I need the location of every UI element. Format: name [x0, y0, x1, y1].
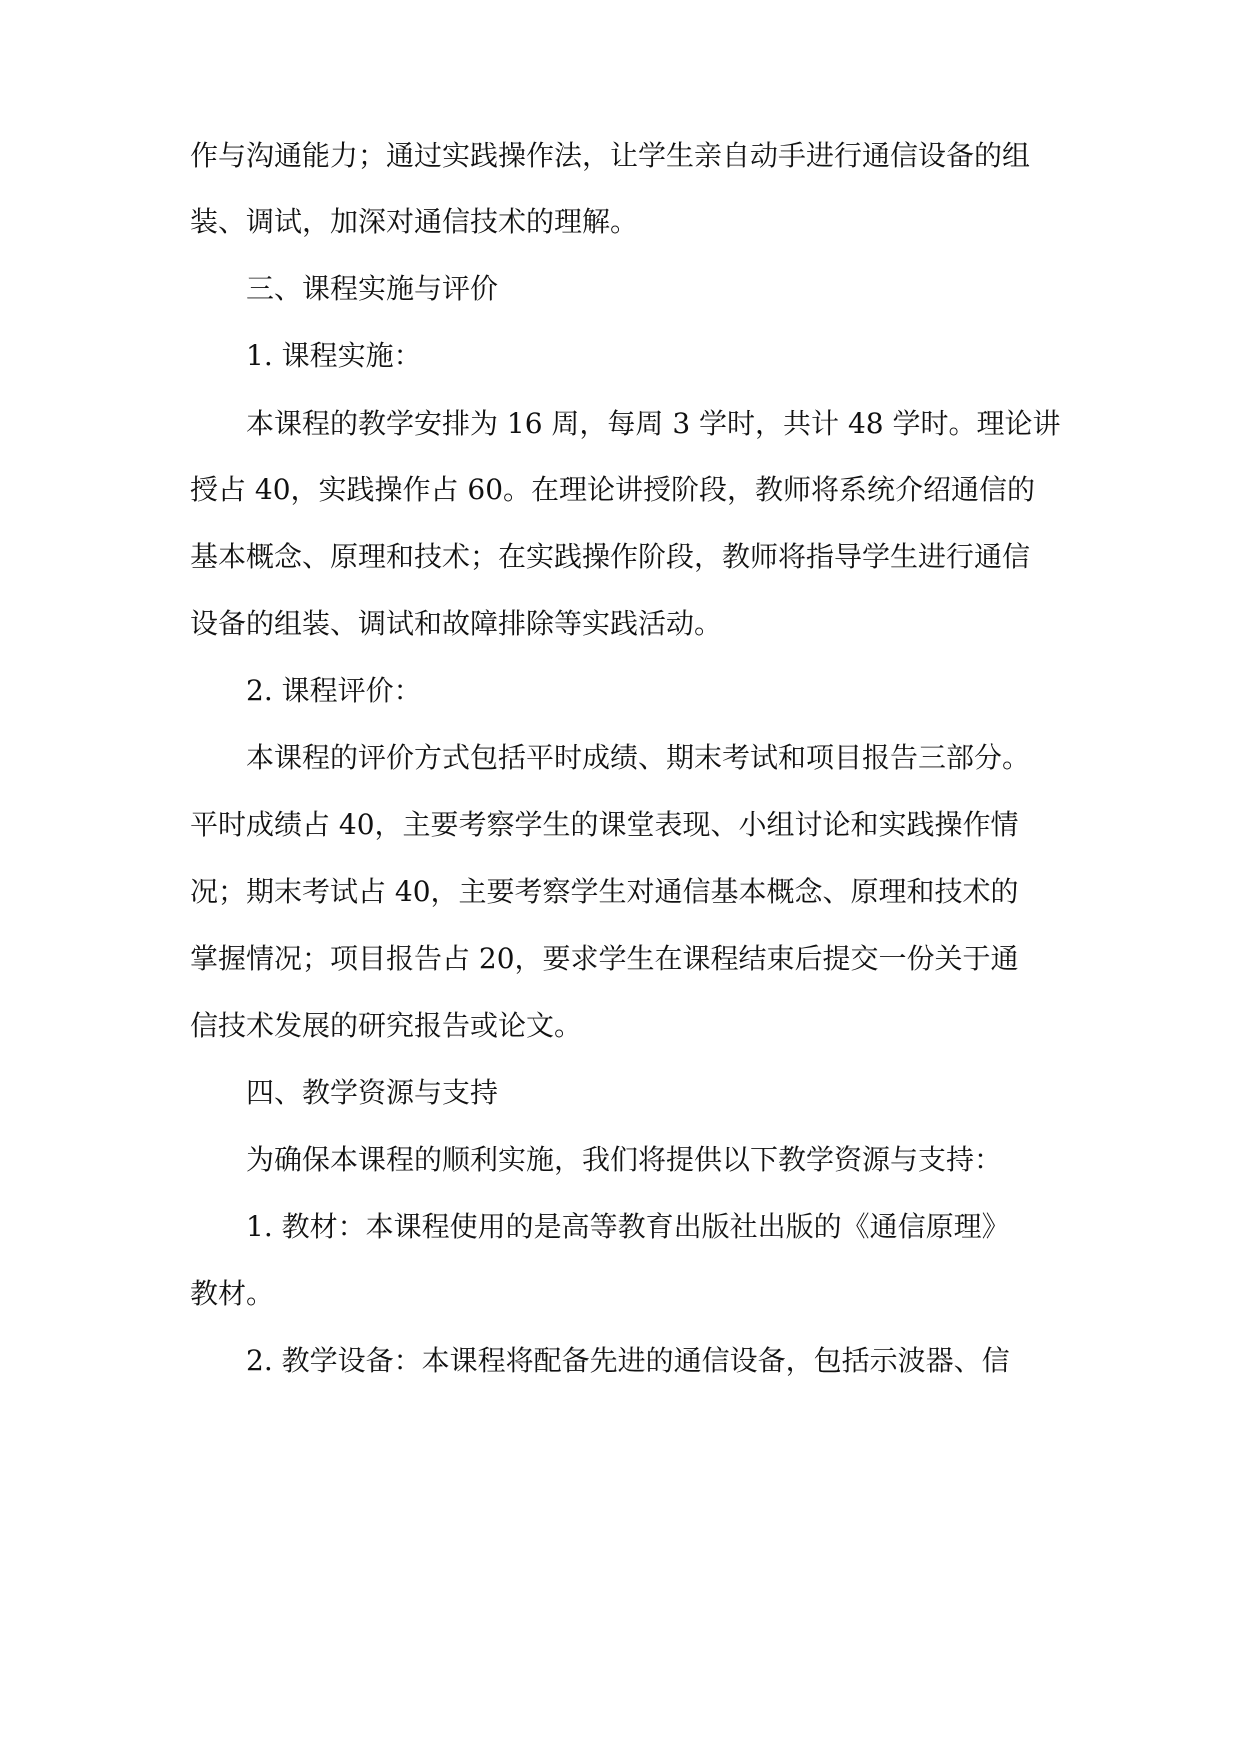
subsection-heading-course-evaluation: 2. 课程评价： [246, 674, 422, 707]
section-heading-4: 四、教学资源与支持 [246, 1076, 499, 1109]
paragraph-line-6: 授占 40，实践操作占 60。在理论讲授阶段，教师将系统介绍通信的 [190, 473, 1036, 506]
paragraph-line-10: 本课程的评价方式包括平时成绩、期末考试和项目报告三部分。 [246, 741, 1031, 774]
paragraph-line-16: 为确保本课程的顺利实施，我们将提供以下教学资源与支持： [246, 1143, 1003, 1176]
paragraph-line-1: 作与沟通能力；通过实践操作法，让学生亲自动手进行通信设备的组 [190, 139, 1031, 172]
list-item-textbook: 1. 教材：本课程使用的是高等教育出版社出版的《通信原理》 [246, 1210, 1010, 1243]
paragraph-line-18: 教材。 [190, 1277, 275, 1310]
paragraph-line-5: 本课程的教学安排为 16 周，每周 3 学时，共计 48 学时。理论讲 [246, 407, 1061, 440]
paragraph-line-2: 装、调试，加深对通信技术的理解。 [190, 205, 639, 238]
section-heading-3: 三、课程实施与评价 [246, 272, 499, 305]
paragraph-line-12: 况；期末考试占 40，主要考察学生对通信基本概念、原理和技术的 [190, 875, 1019, 908]
paragraph-line-11: 平时成绩占 40，主要考察学生的课堂表现、小组讨论和实践操作情 [190, 808, 1019, 841]
paragraph-line-8: 设备的组装、调试和故障排除等实践活动。 [190, 607, 723, 640]
paragraph-line-13: 掌握情况；项目报告占 20，要求学生在课程结束后提交一份关于通 [190, 942, 1019, 975]
paragraph-line-14: 信技术发展的研究报告或论文。 [190, 1009, 583, 1042]
list-item-teaching-equipment: 2. 教学设备：本课程将配备先进的通信设备，包括示波器、信 [246, 1344, 1010, 1377]
subsection-heading-course-implementation: 1. 课程实施： [246, 339, 422, 372]
paragraph-line-7: 基本概念、原理和技术；在实践操作阶段，教师将指导学生进行通信 [190, 540, 1031, 573]
